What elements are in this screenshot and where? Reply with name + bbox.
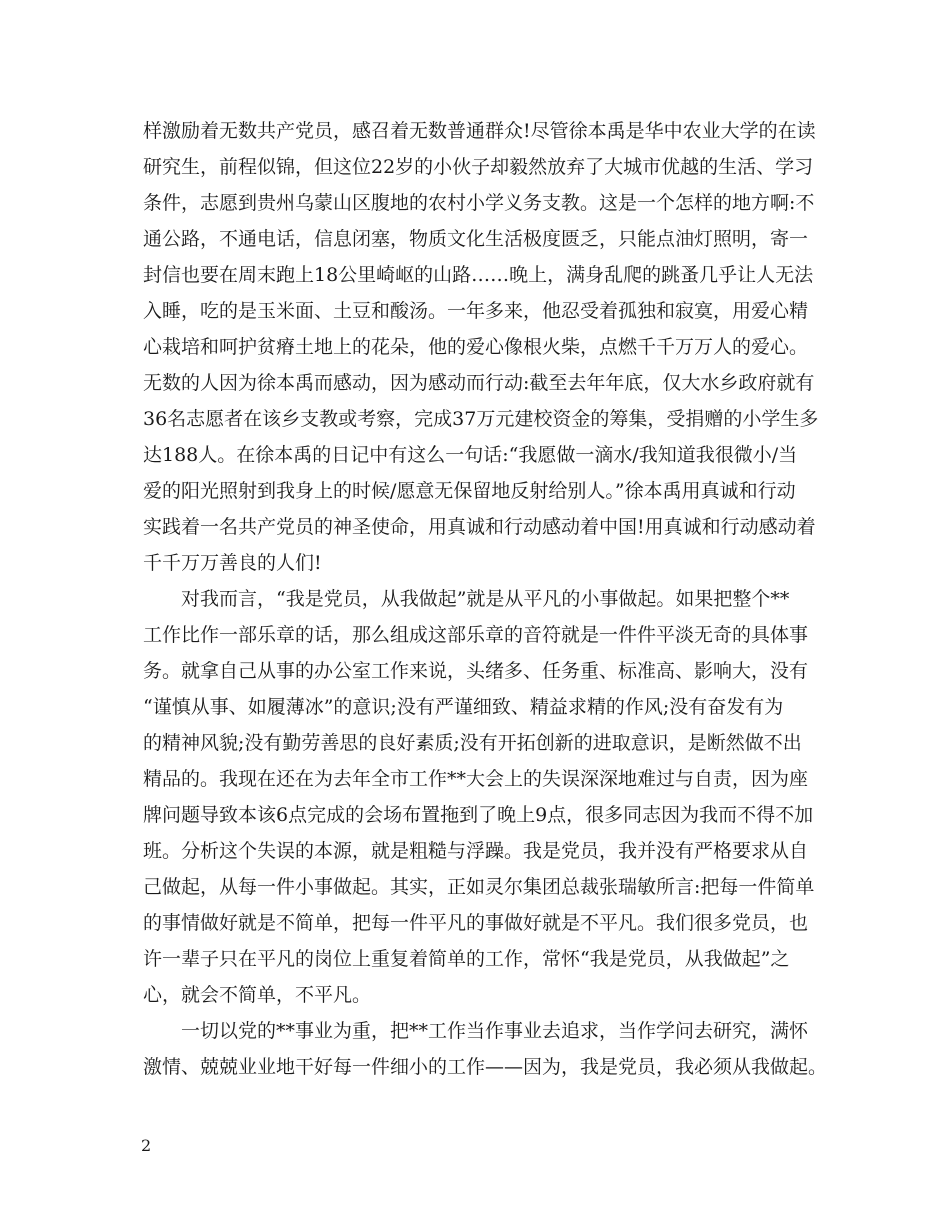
text-line: 牌问题导致本该6点完成的会场布置拖到了晚上9点，很多同志因为我而不得不加 — [143, 804, 814, 826]
text-line: 工作比作一部乐章的话，那么组成这部乐章的音符就是一件件平淡无奇的具体事 — [143, 624, 809, 646]
paragraph-conclusion — [143, 1013, 828, 1085]
text-line: 样激励着无数共产党员，感召着无数普通群众!尽管徐本禹是华中农业大学的在读 — [143, 120, 816, 142]
text-line: 通公路，不通电话，信息闭塞，物质文化生活极度匮乏，只能点油灯照明，寄一 — [143, 228, 809, 250]
text-line: 封信也要在周末跑上18公里崎岖的山路……晚上，满身乱爬的跳蚤几乎让人无法 — [143, 264, 814, 286]
page-number: 2 — [141, 1136, 152, 1155]
text-line: “谨慎从事、如履薄冰”的意识;没有严谨细致、精益求精的作风;没有奋发有为 — [143, 696, 784, 718]
text-line: 心，就会不简单，不平凡。 — [143, 984, 372, 1006]
text-line: 激情、兢兢业业地干好每一件细小的工作——因为，我是党员，我必须从我做起。 — [143, 1056, 828, 1078]
text-line: 爱的阳光照射到我身上的时候/愿意无保留地反射给别人。”徐本禹用真诚和行动 — [143, 480, 796, 502]
text-line: 入睡，吃的是玉米面、土豆和酸汤。一年多来，他忍受着孤独和寂寞，用爱心精 — [143, 300, 809, 322]
text-line: 的事情做好就是不简单，把每一件平凡的事做好就是不平凡。我们很多党员，也 — [143, 912, 809, 934]
text-line: 研究生，前程似锦，但这位22岁的小伙子却毅然放弃了大城市优越的生活、学习 — [143, 156, 814, 178]
text-line: 许一辈子只在平凡的岗位上重复着简单的工作，常怀“我是党员，从我做起”之 — [143, 948, 790, 970]
text-line: 班。分析这个失误的本源，就是粗糙与浮躁。我是党员，我并没有严格要求从自 — [143, 840, 809, 862]
document-body — [143, 113, 828, 1085]
paragraph-from-me — [143, 581, 823, 1013]
text-line: 心栽培和呵护贫瘠土地上的花朵，他的爱心像根火柴，点燃千千万万人的爱心。 — [143, 336, 809, 358]
text-line: 无数的人因为徐本禹而感动，因为感动而行动:截至去年年底，仅大水乡政府就有 — [143, 372, 815, 394]
text-line: 36名志愿者在该乡支教或考察，完成37万元建校资金的筹集，受捐赠的小学生多 — [143, 408, 819, 430]
text-line: 对我而言，“我是党员，从我做起”就是从平凡的小事做起。如果把整个** — [143, 588, 790, 610]
text-line: 实践着一名共产党员的神圣使命，用真诚和行动感动着中国!用真诚和行动感动着 — [143, 516, 816, 538]
text-line: 条件，志愿到贵州乌蒙山区腹地的农村小学义务支教。这是一个怎样的地方啊:不 — [143, 192, 815, 214]
text-line: 达188人。在徐本禹的日记中有这么一句话:“我愿做一滴水/我知道我很微小/当 — [143, 444, 798, 466]
text-line: 己做起，从每一件小事做起。其实，正如灵尔集团总裁张瑞敏所言:把每一件简单 — [143, 876, 815, 898]
text-line: 千千万万善良的人们! — [143, 552, 322, 574]
text-line: 务。就拿自己从事的办公室工作来说，头绪多、任务重、标准高、影响大，没有 — [143, 660, 809, 682]
paragraph-xu-benyu — [143, 113, 823, 581]
text-line: 的精神风貌;没有勤劳善思的良好素质;没有开拓创新的进取意识，是断然做不出 — [143, 732, 802, 754]
text-line: 一切以党的**事业为重，把**工作当作事业去追求，当作学问去研究，满怀 — [143, 1020, 809, 1042]
text-line: 精品的。我现在还在为去年全市工作**大会上的失误深深地难过与自责，因为座 — [143, 768, 809, 790]
